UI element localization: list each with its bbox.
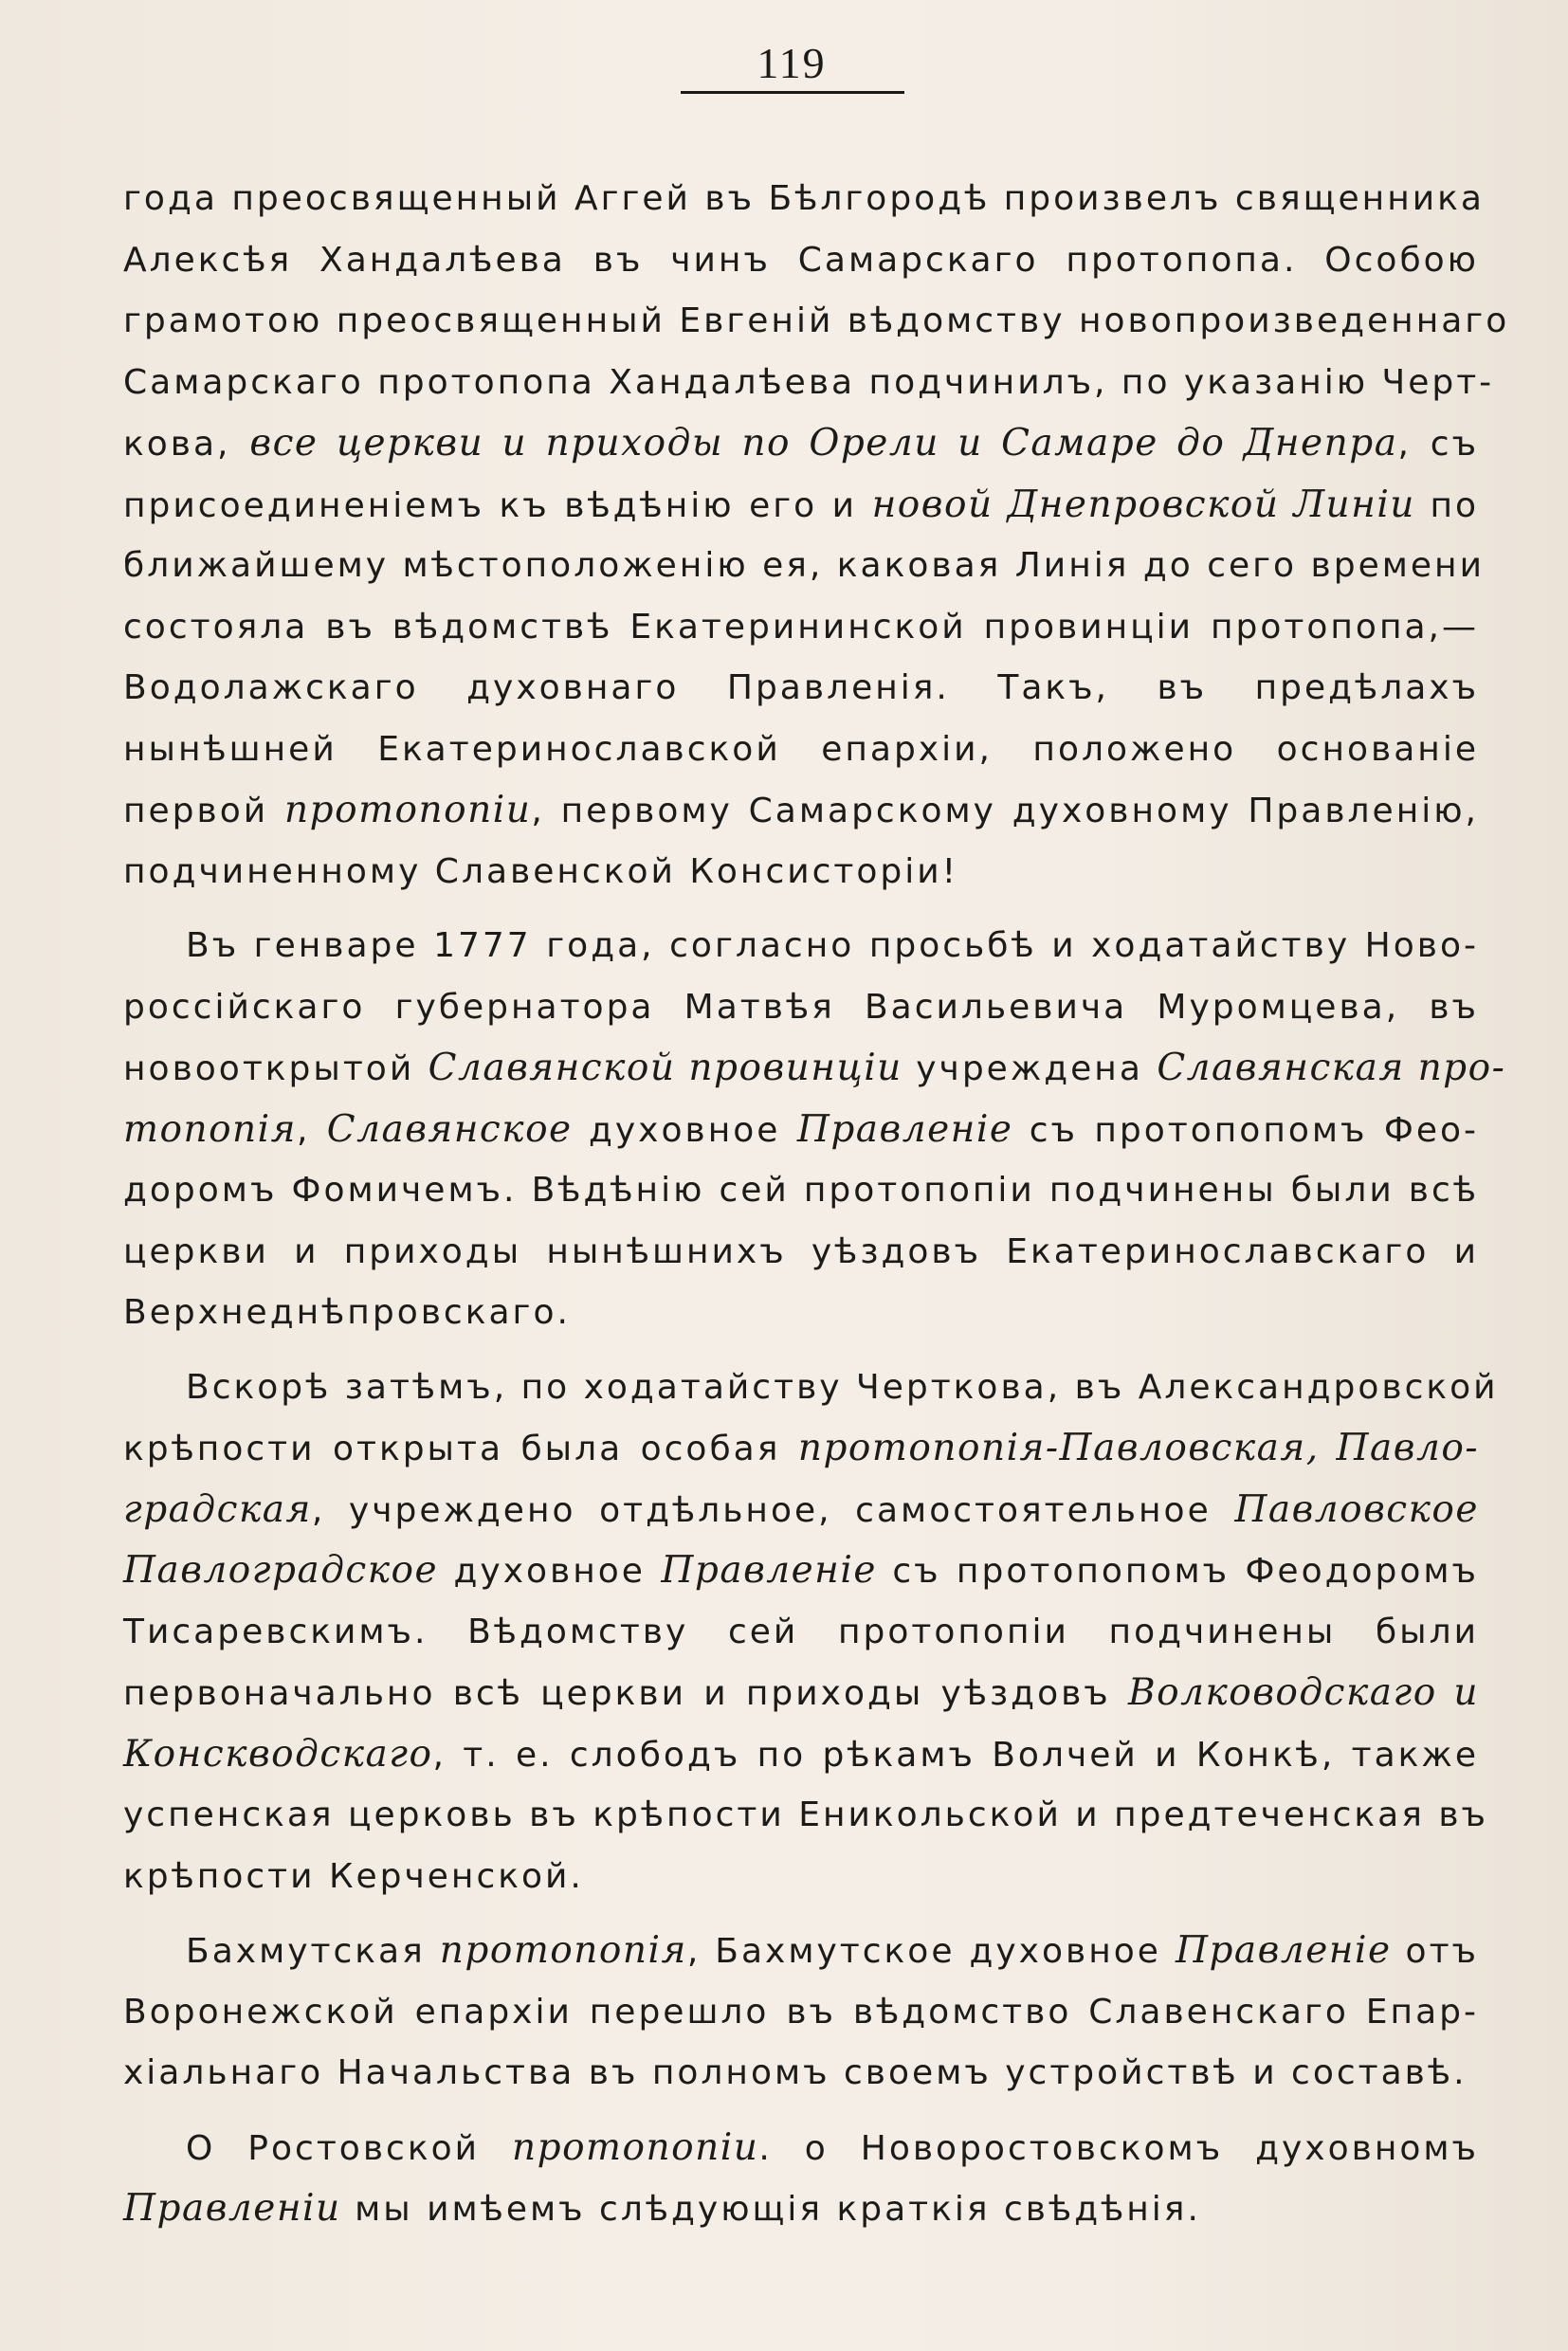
italic-phrase: Павлоградское (123, 1549, 439, 1592)
text-line: грамотою преосвященный Евгеній вѣдомству новопроизведеннаго (123, 301, 1510, 340)
text-line: состояла въ вѣдомствѣ Екатерининской провинціи протопопа,— (123, 607, 1479, 647)
text-line: Воронежской епархіи перешло въ вѣдомство Славенскаго Епар- (123, 1992, 1479, 2032)
italic-phrase: топопія (123, 1107, 297, 1151)
text-line: присоединеніемъ къ вѣдѣнію его и новой Днепровской Линіи по (123, 483, 1480, 526)
italic-phrase: Правленіе (661, 1549, 877, 1592)
italic-phrase: Волководскаго и (1127, 1671, 1479, 1714)
italic-phrase: протопопія (439, 1929, 687, 1972)
text-line: года преосвященный Аггей въ Бѣлгородѣ произвелъ священника (123, 179, 1485, 218)
text-line: первой протопопіи, первому Самарскому духовному Правленію, (123, 789, 1479, 831)
italic-phrase: протопопія-Павловская, Павло- (797, 1427, 1479, 1469)
text-line: Самарскаго протопопа Хандалѣева подчинилъ, по указанію Черт- (123, 362, 1495, 402)
text-line: церкви и приходы нынѣшнихъ уѣздовъ Екатеринославскаго и (123, 1231, 1479, 1271)
text-line: Конскводскаго, т. е. слободъ по рѣкамъ Волчей и Конкѣ, также (123, 1732, 1479, 1776)
text-line: Алексѣя Хандалѣева въ чинъ Самарскаго протопопа. Особою (123, 240, 1479, 280)
text-line: Въ генваре 1777 года, согласно просьбѣ и ходатайству Ново- (186, 926, 1479, 965)
paragraph-1 (123, 169, 1510, 902)
text-line: успенская церковь въ крѣпости Еникольской и предтеченская въ (123, 1795, 1488, 1834)
italic-phrase: все церкви и приходы по Орели и Самаре до Днепра (249, 422, 1398, 465)
italic-phrase: градская (123, 1487, 312, 1531)
text-line: Верхнеднѣпровскаго. (123, 1293, 571, 1332)
paragraph-2 (123, 916, 1506, 1344)
italic-phrase: протопопіи (284, 789, 532, 831)
paragraph-4 (123, 1921, 1479, 2105)
italic-phrase: Правленіи (123, 2187, 341, 2230)
page-number: 119 (757, 39, 827, 87)
text-line: ближайшему мѣстоположенію ея, каковая Линія до сего времени (123, 546, 1485, 585)
text-line: новооткрытой Славянской провинціи учреждена Славянская про- (123, 1047, 1506, 1089)
text-line: градская, учреждено отдѣльное, самостоятельное Павловское (123, 1487, 1479, 1531)
italic-phrase: Славянской провинціи (428, 1047, 903, 1089)
text-line: хіальнаго Начальства въ полномъ своемъ устройствѣ и составѣ. (123, 2053, 1468, 2092)
italic-phrase: Конскводскаго (123, 1732, 433, 1776)
italic-phrase: протопопіи (511, 2125, 759, 2169)
italic-phrase: Славянское (326, 1107, 573, 1151)
text-line: кова, все церкви и приходы по Орели и Самаре до Днепра, съ (123, 422, 1480, 465)
text-line: нынѣшней Екатеринославской епархіи, положено основаніе (123, 729, 1479, 769)
italic-phrase: Павловское (1234, 1487, 1479, 1531)
text-line: крѣпости открыта была особая протопопія-Павловская, Павло- (123, 1427, 1479, 1469)
text-line: топопія, Славянское духовное Правленіе съ протопопомъ Фео- (123, 1107, 1480, 1151)
italic-phrase: Правленіе (1175, 1929, 1392, 1972)
page-number-underline (681, 91, 904, 94)
paragraph-3 (123, 1358, 1499, 1908)
text-line: Тисаревскимъ. Вѣдомству сей протопопіи подчинены были (123, 1612, 1479, 1651)
text-line: Правленіи мы имѣемъ слѣдующія краткія свѣдѣнія. (123, 2187, 1201, 2230)
text-line: крѣпости Керченской. (123, 1856, 584, 1896)
italic-phrase: новой Днепровской Линіи (871, 483, 1415, 526)
text-line: подчиненному Славенской Консисторіи! (123, 851, 959, 891)
text-line: Бахмутская протопопія, Бахмутское духовное Правленіе отъ (186, 1929, 1479, 1972)
text-line: доромъ Фомичемъ. Вѣдѣнію сей протопопіи подчинены были всѣ (123, 1171, 1479, 1210)
text-line: Павлоградское духовное Правленіе съ протопопомъ Феодоромъ (123, 1549, 1479, 1592)
text-line: первоначально всѣ церкви и приходы уѣздовъ Волководскаго и (123, 1671, 1479, 1714)
italic-phrase: Славянская про- (1157, 1047, 1506, 1089)
text-line: Вскорѣ затѣмъ, по ходатайству Черткова, въ Александровской (186, 1367, 1499, 1407)
text-line: Водолажскаго духовнаго Правленія. Такъ, въ предѣлахъ (123, 668, 1479, 707)
body-text (123, 169, 1510, 2240)
italic-phrase: Правленіе (796, 1107, 1013, 1151)
paragraph-5 (123, 2118, 1479, 2240)
text-line: россійскаго губернатора Матвѣя Васильевича Муромцева, въ (123, 987, 1479, 1027)
text-line: О Ростовской протопопіи. о Новоростовскомъ духовномъ (186, 2125, 1479, 2169)
